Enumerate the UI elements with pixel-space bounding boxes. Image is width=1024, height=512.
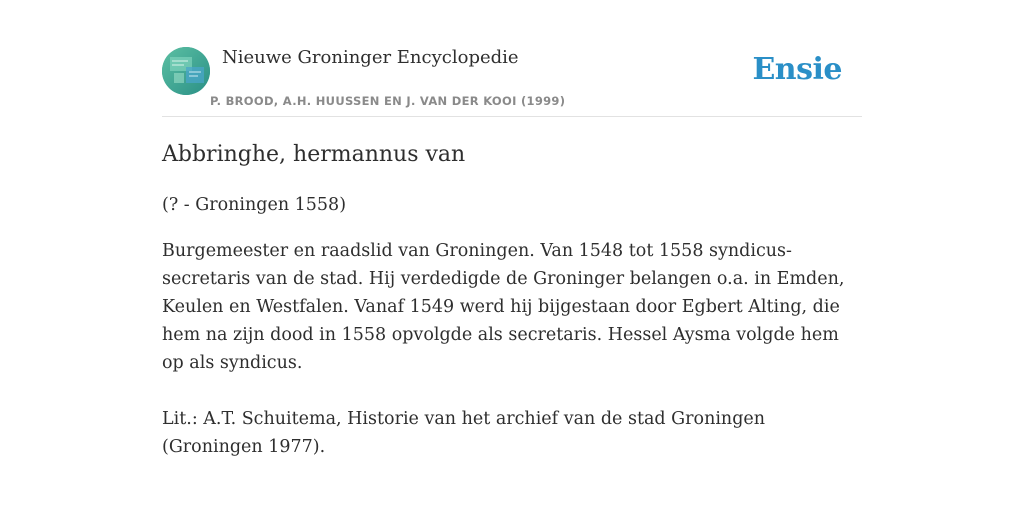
brand-logo[interactable]: Ensie <box>752 52 842 87</box>
entry-body <box>162 237 862 461</box>
entry-title: Abbringhe, hermannus van <box>162 142 466 167</box>
entry-literature: Lit.: A.T. Schuitema, Historie van het archief van de stad Groningen (Groningen 1977). <box>162 409 766 457</box>
entry-card <box>162 46 862 461</box>
entry-description: Burgemeester en raadslid van Groningen. Van 1548 tot 1558 syndicus-secretaris van de stad. Hij verdedigde de Groninger belangen o.a. in Emden, Keulen en Westfalen. Vanaf 1549 werd hij bijgestaan door Egbert Alting, die hem na zijn dood in 1558 opvolgde als secretaris. Hessel Aysma volgde hem op als syndicus. <box>162 241 845 373</box>
book-title[interactable]: Nieuwe Groninger Encyclopedie <box>222 47 519 68</box>
book-authors: P. BROOD, A.H. HUUSSEN EN J. VAN DER KOOI (1999) <box>210 94 566 108</box>
source-header <box>162 46 862 117</box>
paragraph-spacer <box>162 377 862 405</box>
book-cover-icon[interactable] <box>162 47 210 95</box>
entry-dates: (? - Groningen 1558) <box>162 195 347 215</box>
